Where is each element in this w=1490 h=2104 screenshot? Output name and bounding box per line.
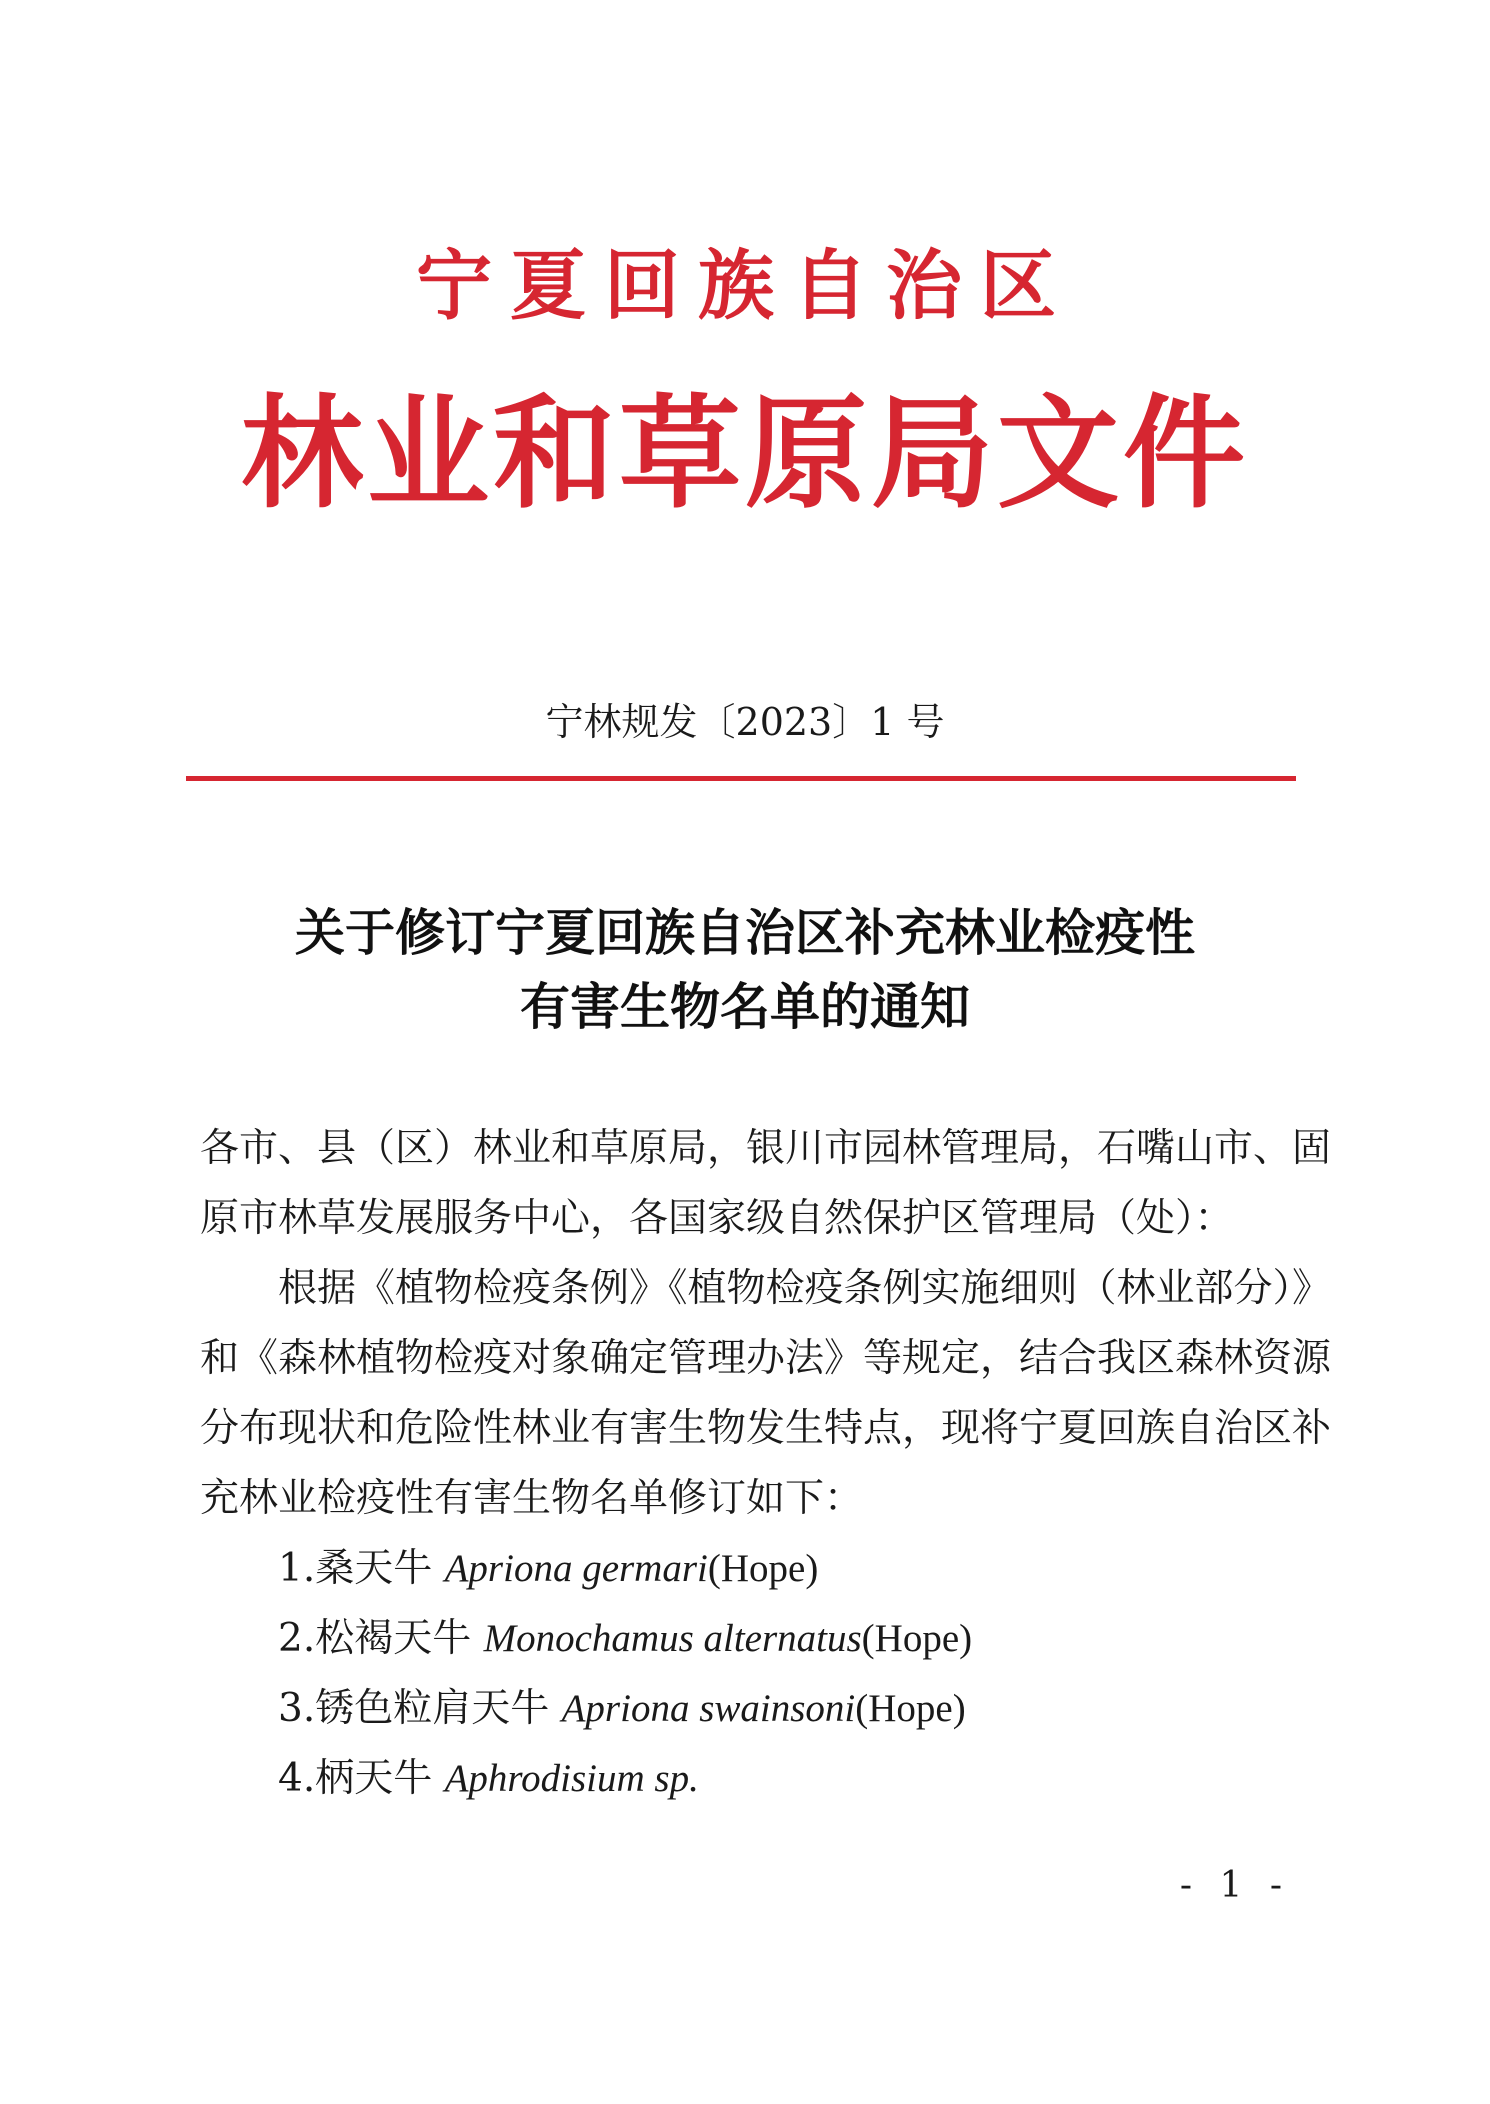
list-item-latin-name: Monochamus alternatus	[483, 1617, 862, 1660]
addressee-paragraph	[200, 1114, 1332, 1254]
list-item	[200, 1604, 1310, 1674]
list-item-prefix: 2.松褐天牛	[278, 1616, 484, 1661]
list-item-author: (Hope)	[707, 1547, 819, 1590]
page-number: - 1 -	[1179, 1865, 1290, 1906]
list-item	[200, 1744, 1310, 1814]
list-item-author: (Hope)	[861, 1617, 973, 1660]
title-line-2: 有害生物名单的通知	[520, 978, 970, 1036]
list-item-prefix: 3.锈色粒肩天牛	[278, 1686, 562, 1731]
list-item-author: (Hope)	[855, 1687, 966, 1730]
list-item-latin-name: Apriona germari	[444, 1547, 708, 1590]
body-line-1: 根据《植物检疫条例》《植物检疫条例实施细则（林业部分）》	[278, 1266, 1332, 1311]
list-item	[200, 1534, 1310, 1604]
list-item-latin-name: Apriona swainsoni	[561, 1687, 856, 1730]
document-body	[200, 1114, 1332, 1814]
body-line-2: 和《森林植物检疫对象确定管理办法》等规定，结合我区森林资源	[200, 1336, 1332, 1381]
document-title	[0, 896, 1490, 1044]
pest-list	[200, 1534, 1310, 1814]
list-item-prefix: 1.桑天牛	[278, 1546, 445, 1591]
red-divider-rule	[186, 776, 1296, 781]
issuer-header-line1: 宁夏回族自治区	[416, 241, 1074, 330]
addressee-line-1: 各市、县（区）林业和草原局，银川市园林管理局，石嘴山市、固	[200, 1126, 1332, 1171]
title-line-1: 关于修订宁夏回族自治区补充林业检疫性	[295, 904, 1195, 962]
addressee-line-2: 原市林草发展服务中心，各国家级自然保护区管理局（处）：	[200, 1196, 1234, 1241]
document-number: 宁林规发〔2023〕1 号	[545, 700, 945, 744]
body-line-3: 分布现状和危险性林业有害生物发生特点，现将宁夏回族自治区补	[200, 1406, 1332, 1451]
issuer-header-line2: 林业和草原局文件	[241, 381, 1249, 525]
list-item	[200, 1674, 1310, 1744]
list-item-latin-name: Aphrodisium sp.	[444, 1757, 699, 1800]
body-paragraph	[200, 1254, 1332, 1534]
body-line-4: 充林业检疫性有害生物名单修订如下：	[200, 1476, 864, 1521]
list-item-prefix: 4.柄天牛	[278, 1756, 445, 1801]
